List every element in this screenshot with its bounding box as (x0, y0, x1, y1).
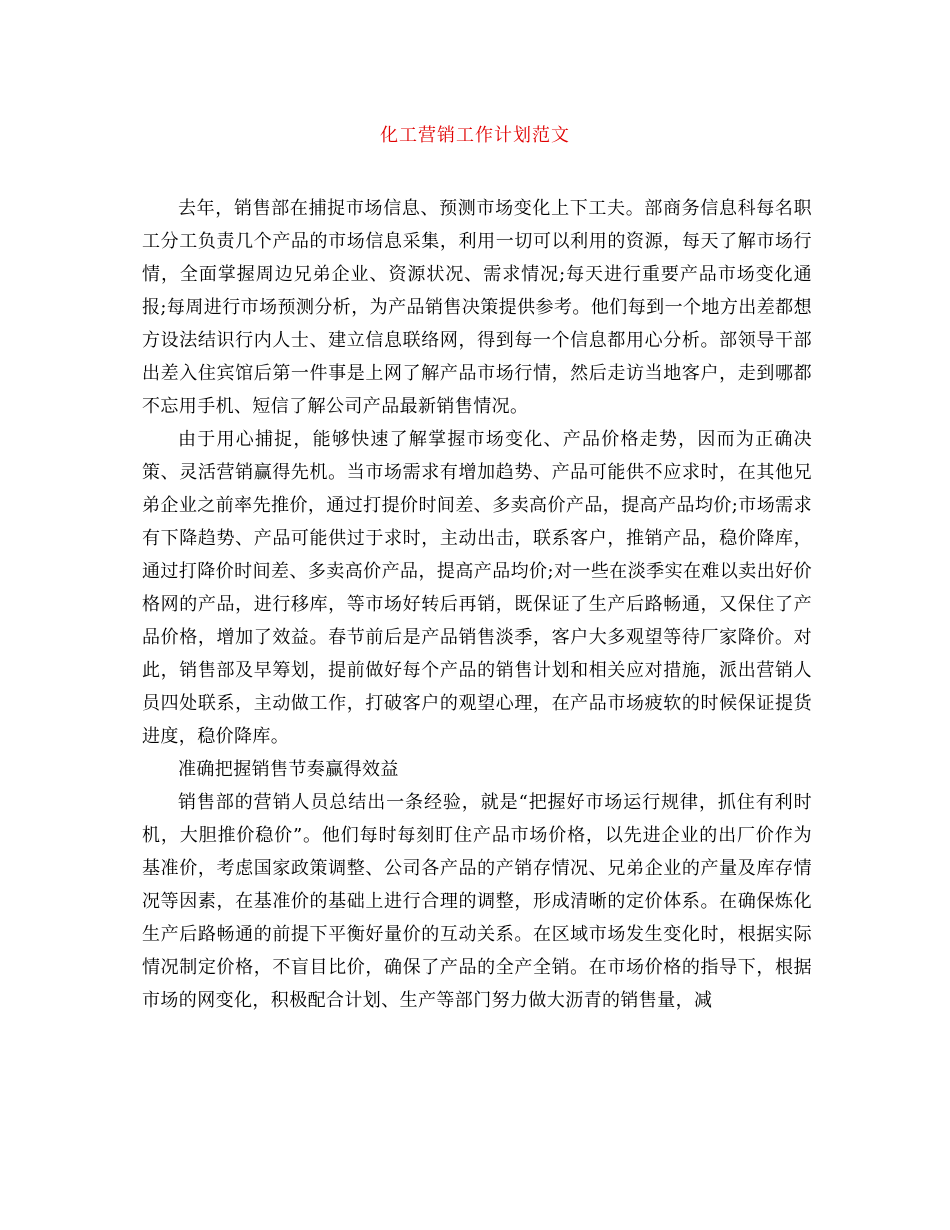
paragraph-sales-rhythm: 销售部的营销人员总结出一条经验，就是“把握好市场运行规律，抓住有利时机，大胆推价稳价”。他们每时每刻盯住产品市场价格，以先进企业的出厂价作为基准价，考虑国家政策调整、公司各产品的产销存情况、兄弟企业的产量及库存情况等因素，在基准价的基础上进行合理的调整，形成清晰的定价体系。在确保炼化生产后路畅通的前提下平衡好量价的互动关系。在区域市场发生变化时，根据实际情况制定价格，不盲目比价，确保了产品的全产全销。在市场价格的指导下，根据市场的网变化，积极配合计划、生产等部门努力做大沥青的销售量，减 (142, 792, 812, 1011)
section-heading: 准确把握销售节奏赢得效益 (178, 759, 399, 780)
document-body (142, 192, 812, 1017)
document-title: 化工营销工作计划范文 (380, 125, 570, 146)
paragraph-market-info: 去年，销售部在捕捉市场信息、预测市场变化上下工夫。部商务信息科每名职工分工负责几个产品的市场信息采集，利用一切可以利用的资源，每天了解市场行情，全面掌握周边兄弟企业、资源状况、需求情况;每天进行重要产品市场变化通报;每周进行市场预测分析，为产品销售决策提供参考。他们每到一个地方出差都想方设法结识行内人士、建立信息联络网，得到每一个信息都用心分析。部领导干部出差入住宾馆后第一件事是上网了解产品市场行情，然后走访当地客户，走到哪都不忘用手机、短信了解公司产品最新销售情况。 (142, 198, 812, 417)
paragraph-pricing-strategy: 由于用心捕捉，能够快速了解掌握市场变化、产品价格走势，因而为正确决策、灵活营销赢得先机。当市场需求有增加趋势、产品可能供不应求时，在其他兄弟企业之前率先推价，通过打提价时间差、多卖高价产品，提高产品均价;市场需求有下降趋势、产品可能供过于求时，主动出击，联系客户，推销产品，稳价降库，通过打降价时间差、多卖高价产品，提高产品均价;对一些在淡季实在难以卖出好价格网的产品，进行移库，等市场好转后再销，既保证了生产后路畅通，又保住了产品价格，增加了效益。春节前后是产品销售淡季，客户大多观望等待厂家降价。对此，销售部及早筹划，提前做好每个产品的销售计划和相关应对措施，派出营销人员四处联系，主动做工作，打破客户的观望心理，在产品市场疲软的时候保证提货进度，稳价降库。 (142, 429, 812, 747)
